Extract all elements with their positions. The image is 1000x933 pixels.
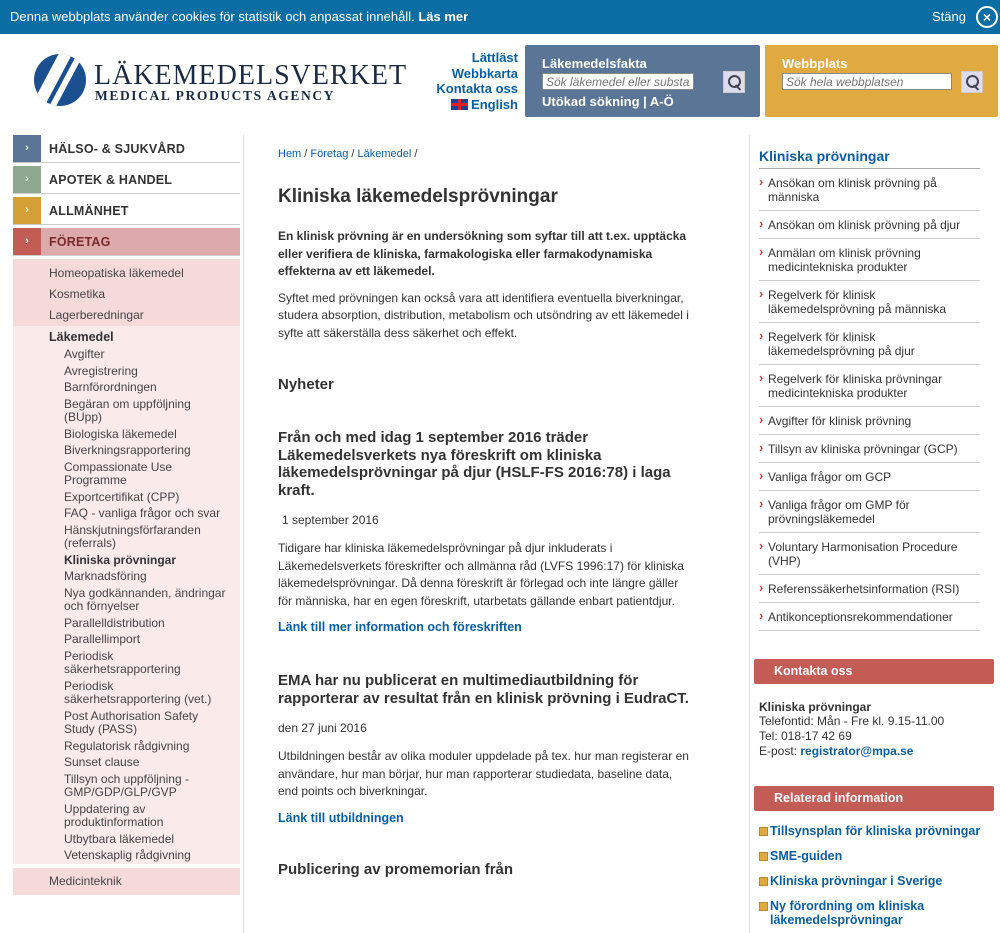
breadcrumb-home[interactable]: Hem — [278, 148, 302, 160]
nav-item[interactable]: Lagerberedningar — [49, 308, 144, 322]
contact-email-link[interactable]: registrator@mpa.se — [800, 744, 914, 758]
list-item[interactable]: › Voluntary Harmonisation Procedure (VHP) — [759, 533, 980, 575]
related-heading: Relaterad information — [754, 786, 994, 811]
cookie-message: Denna webbplats använder cookies för statistik och anpassat innehåll. Läs mer — [10, 9, 469, 24]
english-link[interactable]: English — [471, 96, 518, 112]
search-icon[interactable] — [961, 71, 983, 93]
close-icon[interactable]: × — [976, 6, 998, 28]
nav-item-lakemedel[interactable]: Läkemedel — [49, 330, 114, 344]
news-body: Tidigare har kliniska läkemedelsprövningar på djur inkluderats i Läkemedelsverkets föreskrifter och allmänna råd (LVFS 1996:17) för kliniska läkemedelsprövningar. Då denna föreskrift är förlegad och inte längre gäller för människa, har en egen föreskrift, utarbetats gällande enbart patientdjur. — [278, 541, 684, 608]
list-item[interactable]: › Vanliga frågor om GCP — [759, 463, 980, 491]
nav-subitem[interactable]: Parallellimport — [64, 632, 141, 646]
top-links — [436, 50, 518, 112]
list-item[interactable]: › Ansökan om klinisk prövning på djur — [759, 211, 980, 239]
contact-link[interactable]: Kontakta oss — [436, 81, 518, 96]
contact-heading: Kontakta oss — [754, 659, 994, 684]
news-title: Från och med idag 1 september 2016 träder Läkemedelsverkets nya föreskrift om kliniska läkemedelsprövningar på djur (HSLF-FS 2016:78) i laga kraft. — [278, 429, 671, 499]
news-body: Utbildningen består av olika moduler uppdelade på tex. hur man registerar en användare, hur man börjar, hur man rapporterar studiedata, baseline data, end points och biverkningar. — [278, 749, 689, 798]
search-icon[interactable] — [723, 71, 745, 93]
medicine-search-input[interactable] — [542, 73, 694, 90]
breadcrumb: Hem / Företag / Läkemedel / — [278, 148, 418, 160]
chevron-right-icon: › — [13, 228, 41, 255]
nav-subitem[interactable]: Vetenskaplig rådgivning — [64, 848, 191, 862]
medicine-search-links: Utökad sökning | A-Ö — [542, 94, 674, 109]
a-o-link[interactable]: A-Ö — [649, 94, 674, 109]
nav-subitem[interactable]: Sunset clause — [64, 755, 140, 769]
related-list — [759, 824, 1000, 927]
list-item[interactable]: › Antikonceptionsrekommendationer — [759, 603, 980, 631]
advanced-search-link[interactable]: Utökad sökning — [542, 94, 640, 109]
related-link[interactable]: Ny förordning om kliniska läkemedelsprövningar — [759, 899, 989, 927]
nav-category-halso[interactable]: › HÄLSO- & SJUKVÅRD — [13, 135, 240, 163]
list-item[interactable]: › Regelverk för kliniska prövningar medicintekniska produkter — [759, 365, 980, 407]
list-item[interactable]: › Tillsyn av kliniska prövningar (GCP) — [759, 435, 980, 463]
nav-subitem[interactable]: Regulatorisk rådgivning — [64, 738, 190, 753]
right-sidebar: Kliniska prövningar › Ansökan om klinisk prövning på människa › Ansökan om klinisk prövning på djur › Anmälan om klinisk prövning medicintekniska produkter › Regelverk för klinisk läkemedelsprövning på människa › Regelverk för klinisk läkemedelsprövning på djur › Regelverk för kliniska prövningar medicintekniska produkter › Avgifter för klinisk prövning › Tillsyn av kliniska prövningar (GCP) › Vanliga frågor om GCP › Vanliga frågor om GMP för prövningsläkemedel › Voluntary Harmonisation Procedure (VHP) › Referenssäkerhetsinformation (RSI) › Antikonceptionsrekommendationer Kontakta oss Kliniska prövningar Telefontid: Mån - Fre kl. 9.15-11.00 Tel: 018-17 42 69 E-post: registrator@mpa.se Relaterad information Tillsynsplan för kliniska prövningar SME-guiden Kliniska prövningar i Sverige Ny förordning om kliniska läkemedelsprövningar — [750, 135, 1000, 933]
nav-item[interactable]: Kosmetika — [49, 287, 106, 301]
related-link[interactable]: Tillsynsplan för kliniska prövningar — [759, 824, 989, 838]
cookie-read-more-link[interactable]: Läs mer — [418, 9, 469, 24]
nav-subitem[interactable]: Begäran om uppföljning (BUpp) — [64, 396, 191, 424]
related-links-list — [759, 169, 980, 631]
nav-subitem[interactable]: Uppdatering av produktinformation — [64, 801, 164, 829]
related-link[interactable]: Kliniska prövningar i Sverige — [759, 874, 989, 888]
lakemedel-submenu — [13, 326, 240, 864]
nav-subitem[interactable]: Avregistrering — [64, 363, 138, 378]
foretag-submenu-after — [13, 868, 240, 895]
news-date: 1 september 2016 — [282, 513, 379, 527]
foretag-submenu — [13, 259, 240, 326]
related-link[interactable]: SME-guiden — [759, 849, 989, 863]
news-heading: Nyheter — [278, 376, 334, 393]
news-more-link[interactable]: Länk till mer information och föreskriften — [278, 620, 522, 634]
uk-flag-icon — [451, 99, 468, 110]
chevron-right-icon: › — [13, 135, 41, 162]
nav-subitem[interactable]: Hänskjutningsförfaranden (referrals) — [64, 522, 201, 550]
nav-subitem[interactable]: FAQ - vanliga frågor och svar — [64, 506, 221, 520]
news-more-link[interactable]: Länk till utbildningen — [278, 810, 404, 825]
news-title: EMA har nu publicerat en multimediautbildning för rapporterar av resultat från en klinisk prövning i EudraCT. — [278, 672, 689, 707]
news-date: den 27 juni 2016 — [278, 721, 367, 735]
chevron-right-icon: › — [13, 166, 41, 193]
site-search-box — [765, 45, 998, 117]
nav-subitem[interactable]: Periodisk säkerhetsrapportering (vet.) — [64, 678, 212, 706]
list-item[interactable]: › Vanliga frågor om GMP för prövningsläkemedel — [759, 491, 980, 533]
related-links-title: Kliniska prövningar — [759, 148, 980, 169]
nav-item-medicinteknik[interactable]: Medicinteknik — [49, 873, 122, 888]
cookie-bar — [0, 0, 1000, 34]
nav-subitem[interactable]: Biverkningsrapportering — [64, 443, 191, 457]
list-item[interactable]: › Referenssäkerhetsinformation (RSI) — [759, 575, 980, 603]
logo-subtitle: MEDICAL PRODUCTS AGENCY — [95, 88, 336, 103]
lead-paragraph: En klinisk prövning är en undersökning som syftar till att t.ex. upptäcka eller verifiera de kliniska, farmakologiska eller farmakodynamiska effekterna av ett läkemedel. — [278, 229, 687, 278]
nav-subitem[interactable]: Utbytbara läkemedel — [64, 831, 175, 846]
breadcrumb-lakemedel[interactable]: Läkemedel — [357, 148, 412, 160]
cookie-close-link[interactable]: Stäng — [932, 9, 966, 24]
breadcrumb-foretag[interactable]: Företag — [310, 148, 349, 160]
list-item[interactable]: › Regelverk för klinisk läkemedelsprövning på människa — [759, 281, 980, 323]
easy-read-link[interactable]: Lättläst — [471, 50, 518, 65]
nav-subitem[interactable]: Compassionate Use Programme — [64, 459, 173, 487]
nav-category-foretag[interactable]: › FÖRETAG — [13, 228, 240, 256]
logo-name: LÄKEMEDELSVERKET — [94, 60, 408, 91]
site-search-title: Webbplats — [782, 56, 848, 71]
nav-subitem[interactable]: Avgifter — [64, 347, 105, 361]
list-item[interactable]: › Regelverk för klinisk läkemedelsprövning på djur — [759, 323, 980, 365]
nav-category-apotek[interactable]: › APOTEK & HANDEL — [13, 166, 240, 194]
news-title: Publicering av promemorian från — [278, 860, 514, 878]
chevron-right-icon: › — [13, 197, 41, 224]
list-item[interactable]: › Avgifter för klinisk prövning — [759, 407, 980, 435]
sitemap-link[interactable]: Webbkarta — [451, 65, 518, 81]
site-logo[interactable] — [34, 54, 408, 110]
nav-subitem[interactable]: Tillsyn och uppföljning - GMP/GDP/GLP/GVP — [64, 771, 189, 799]
list-item[interactable]: › Ansökan om klinisk prövning på människa — [759, 169, 980, 211]
medicine-search-box — [525, 45, 760, 117]
contact-phone: Tel: 018-17 42 69 — [759, 729, 852, 743]
nav-subitem[interactable]: Barnförordningen — [64, 380, 157, 394]
nav-subitem[interactable]: Parallelldistribution — [64, 615, 165, 630]
main-content — [243, 135, 750, 933]
left-navigation — [13, 135, 240, 933]
nav-subitem[interactable]: Nya godkännanden, ändringar och förnyelser — [64, 585, 226, 613]
nav-subitem-active[interactable]: Kliniska prövningar — [64, 552, 177, 567]
nav-subitem[interactable]: Biologiska läkemedel — [64, 426, 177, 441]
intro-paragraph: Syftet med prövningen kan också vara att identifiera eventuella biverkningar, studera absorption, distribution, metabolism och utsöndring av ett läkemedel i syfte att säkerställa dess säkerhet och effekt. — [278, 290, 689, 340]
nav-subitem[interactable]: Periodisk säkerhetsrapportering — [64, 648, 181, 676]
nav-subitem[interactable]: Post Authorisation Safety Study (PASS) — [64, 708, 199, 736]
nav-subitem[interactable]: Marknadsföring — [64, 569, 147, 583]
page-title: Kliniska läkemedelsprövningar — [278, 186, 558, 207]
contact-hours: Telefontid: Mån - Fre kl. 9.15-11.00 — [759, 714, 945, 728]
list-item[interactable]: › Anmälan om klinisk prövning medicintekniska produkter — [759, 239, 980, 281]
nav-item[interactable]: Homeopatiska läkemedel — [49, 266, 184, 280]
logo-emblem-icon — [34, 54, 86, 106]
nav-category-allmanhet[interactable]: › ALLMÄNHET — [13, 197, 240, 225]
site-search-input[interactable] — [782, 73, 952, 90]
medicine-search-title: Läkemedelsfakta — [542, 56, 647, 71]
contact-title: Kliniska prövningar — [759, 700, 872, 714]
nav-subitem[interactable]: Exportcertifikat (CPP) — [64, 489, 180, 504]
